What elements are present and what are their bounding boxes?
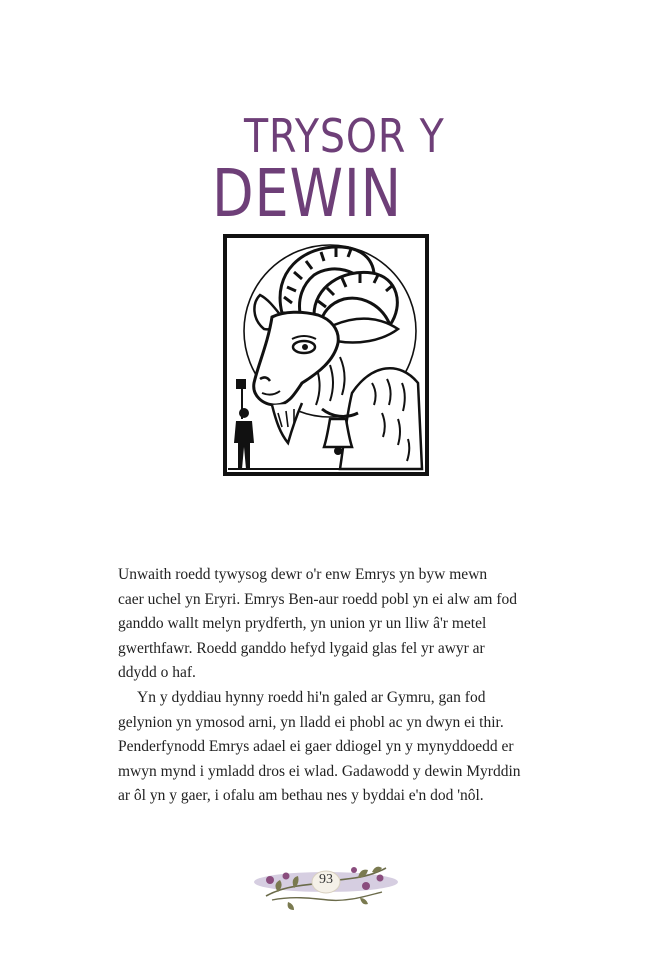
goat-with-bell-illustration [222, 233, 430, 477]
text-line: gwerthfawr. Roedd ganddo hefyd lygaid glas fel yr awyr ar [118, 639, 485, 657]
title-line-1: TRYSOR Y [244, 109, 445, 163]
story-title [210, 108, 445, 232]
story-text [118, 563, 538, 809]
page-footer [248, 856, 404, 912]
text-line: ar ôl yn y gaer, i ofalu am bethau nes y byddai e'n dod 'nôl. [118, 787, 484, 805]
text-line: mwyn mynd i ymladd dros ei wlad. Gadawodd y dewin Myrddin [118, 762, 521, 780]
text-line: gelynion yn ymosod arni, yn lladd ei phobl ac yn dwyn ei thir. [118, 713, 504, 731]
text-line: caer uchel yn Eryri. Emrys Ben-aur roedd pobl yn ei alw am fod [118, 590, 517, 608]
text-line: ddydd o haf. [118, 664, 196, 682]
text-line: Yn y dyddiau hynny roedd hi'n galed ar Gymru, gan fod [137, 688, 486, 706]
paragraph-2 [118, 686, 538, 809]
page-number: 93 [319, 872, 333, 887]
text-line: Penderfynodd Emrys adael ei gaer ddiogel yn y mynyddoedd er [118, 738, 514, 756]
paragraph-1 [118, 563, 538, 686]
title-line-2: DEWIN [212, 155, 402, 232]
text-line: ganddo wallt melyn prydferth, yn union yr un lliw â'r metel [118, 615, 487, 633]
text-line: Unwaith roedd tywysog dewr o'r enw Emrys yn byw mewn [118, 566, 488, 583]
